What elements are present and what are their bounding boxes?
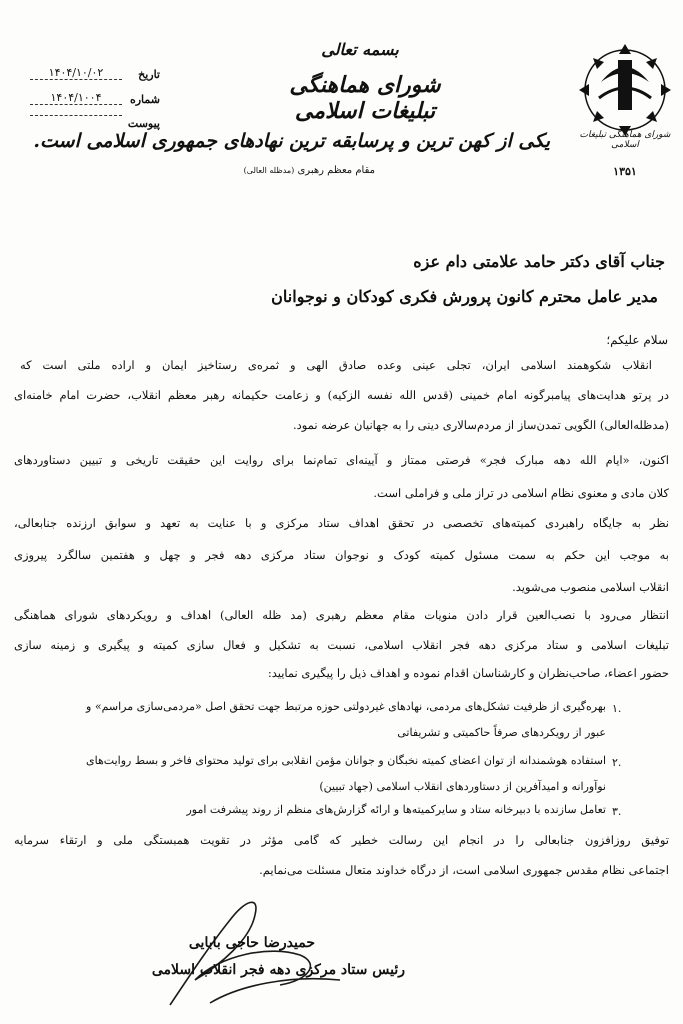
motto-source-name: مقام معظم رهبری (297, 165, 375, 176)
item-1-line-2: عبور از رویکردهای صرفاً حاکمیتی و تشریفاتی (397, 726, 606, 739)
motto-source-note: (مدظله العالی) (243, 166, 295, 175)
item-3-number: ۳. (612, 805, 622, 818)
addressee-name: جناب آقای دکتر حامد علامتی دام عزه (413, 252, 665, 271)
closing-line-1: توفیق روزافزون جنابعالی را در انجام این رسالت خطیر که گامی مؤثر در تقویت همبستگی ملی و ارتقاء سرمایه (14, 833, 669, 847)
number-value: ۱۴۰۴/۱۰۰۴ (30, 91, 122, 105)
item-2-line-1: استفاده هوشمندانه از توان اعضای کمیته نخبگان و جوانان مؤمن انقلابی برای تولید محتوای فاخر و بسط روایت‌های (86, 754, 606, 767)
signatory-title: رئیس ستاد مرکزی دهه فجر انقلاب اسلامی (151, 962, 405, 978)
item-2-number: ۲. (612, 756, 622, 769)
council-name: شورای هماهنگی تبلیغات اسلامی (289, 72, 441, 124)
attachment-value (30, 115, 122, 116)
paragraph-3-line-3: انقلاب اسلامی منصوب می‌شوید. (512, 580, 669, 594)
addressee-title: مدیر عامل محترم کانون پرورش فکری کودکان و نوجوانان (271, 287, 658, 306)
logo-caption: شورای هماهنگی تبلیغات اسلامی (579, 130, 671, 150)
attachment-row (10, 115, 160, 135)
item-2-line-2: نوآورانه و امیدآفرین از دستاوردهای انقلاب اسلامی (جهاد تبیین) (319, 780, 606, 793)
item-3-line-1: تعامل سازنده با دبیرخانه ستاد و سایرکمیته‌ها و ارائه گزارش‌های منظم از روند پیشرفت امور (186, 803, 606, 816)
paragraph-2-line-1: اکنون، «ایام الله دهه مبارک فجر» فرصتی ممتاز و آیینه‌ای تمام‌نما برای روایت این حقیقت تاریخی و تبیین دستاوردهای (14, 453, 669, 467)
council-logo (575, 20, 675, 185)
paragraph-1-line-2: در پرتو هدایت‌های پیامبرگونه امام خمینی (قدس الله نفسه الزکیه) و زعامت حکیمانه رهبر معظم انقلاب، حضرت امام خامنه‌ای (14, 388, 669, 402)
paragraph-3-line-1: نظر به جایگاه راهبردی کمیته‌های تخصصی در تحقق اهداف ستاد مرکزی و با عنایت به تعهد و سوابق ارزنده جنابعالی، (14, 516, 669, 530)
closing-line-2: اجتماعی نظام مقدس جمهوری اسلامی است، از درگاه خداوند متعال مسئلت می‌نمایم. (259, 863, 669, 877)
paragraph-4-line-3: حضور اعضاء، صاحب‌نظران و کارشناسان اقدام نموده و اهداف ذیل را پیگیری نمایید: (267, 666, 669, 680)
paragraph-3-line-2: به موجب این حکم به سمت مسئول کمیته کودک و نوجوان ستاد مرکزی دهه فجر و چهل و هفتمین سالگرد پیروزی (14, 548, 669, 562)
date-label: تاریخ (138, 68, 160, 81)
date-value: ۱۴۰۴/۱۰/۰۲ (30, 66, 122, 80)
logo-emblem-icon (579, 44, 671, 136)
item-1-line-1: بهره‌گیری از ظرفیت تشکل‌های مردمی، نهادهای غیردولتی حوزه مرتبط جهت تحقق اصل «مردمی‌سازی مراسم» و (86, 700, 606, 713)
paragraph-4-line-1: انتظار می‌رود با نصب‌العین قرار دادن منویات مقام معظم رهبری (مد ظله العالی) اهداف و رویکردهای شورای هماهنگی (14, 608, 669, 622)
attachment-label: پیوست (127, 117, 160, 130)
number-label: شماره (129, 93, 160, 106)
motto: یکی از کهن ترین و پرسابقه ترین نهادهای جمهوری اسلامی است. (33, 130, 550, 152)
date-row (10, 66, 160, 86)
paragraph-1-line-1: انقلاب شکوهمند اسلامی ایران، تجلی عینی وعده صادق الهی و ثمره‌ی رستاخیز ایمان و اراده ملتی است که (20, 358, 652, 372)
paragraph-1-line-3: (مدظله‌العالی) الگویی تمدن‌ساز از مردم‌سالاری دینی را به جهانیان عرضه نمود. (293, 418, 669, 432)
logo-year: ۱۳۵۱ (613, 165, 637, 178)
salutation: سلام علیکم؛ (606, 333, 668, 347)
paragraph-2-line-2: کلان مادی و معنوی نظام اسلامی در تراز ملی و فراملی است. (373, 486, 669, 500)
signatory-name: حمیدرضا حاجی بابایی (188, 935, 315, 951)
paragraph-4-line-2: تبلیغات اسلامی و ستاد مرکزی دهه فجر انقلاب اسلامی، نسبت به تشکیل و فعال سازی کمیته و پیگیری و زمینه سازی (14, 638, 669, 652)
item-1-number: ۱. (612, 702, 622, 715)
number-row (10, 91, 160, 111)
motto-source (150, 165, 375, 176)
basmala: بسمه تعالی (321, 40, 399, 59)
